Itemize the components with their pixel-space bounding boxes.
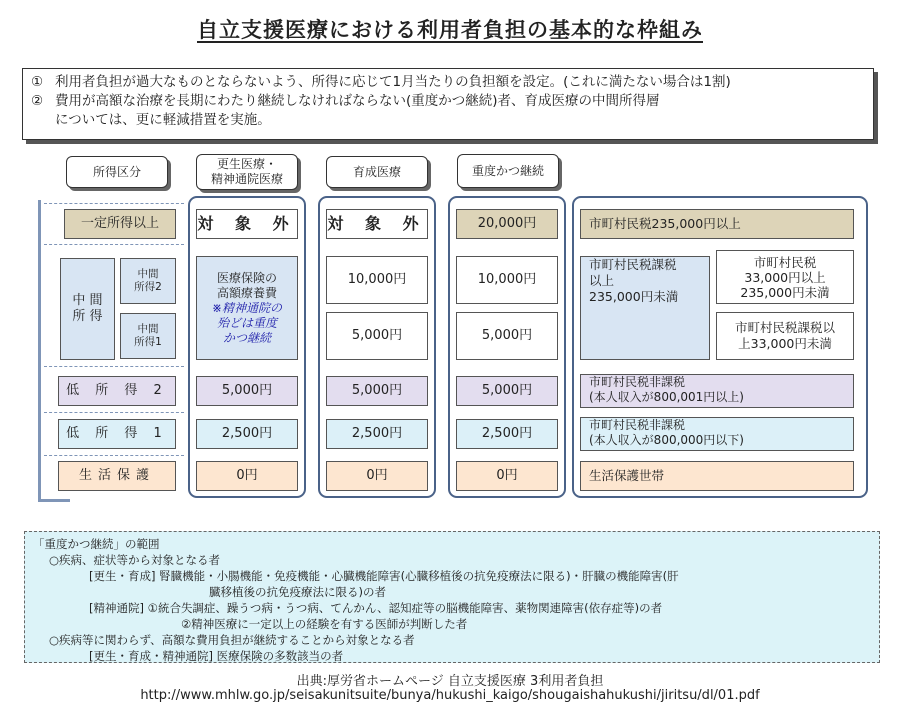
row-label-ittei: 一定所得以上 <box>64 209 176 239</box>
source-url[interactable]: http://www.mhlw.go.jp/seisakunitsuite/bunya/hukushi_kaigo/shougaishahukushi/jiritsu/dl/01.pdf <box>140 688 760 703</box>
note-text: 利用者負担が過大なものとならないよう、所得に応じて1月当たりの負担額を設定。(これに満たない場合は1割) <box>55 74 731 90</box>
kousei-chukan-line2: 高額療養費 <box>216 285 277 300</box>
ikusei-chukan2-cell: 10,000円 <box>326 256 428 304</box>
summary-notes <box>22 68 874 140</box>
kousei-ittei-cell: 対 象 外 <box>196 209 298 239</box>
row-label-chukan-line1: 中 間 <box>72 293 103 308</box>
scope-item: [更生・育成] 腎臓機能・小腸機能・免疫機能・心臓機能障害(心臓移植後の抗免疫療法に限る)・肝臓の機能障害(肝 <box>89 569 679 583</box>
note-line-2 <box>31 92 865 111</box>
scope-item: ○疾病、症状等から対象となる者 <box>49 553 221 567</box>
row-label-chukan <box>60 258 115 360</box>
criteria-tei1-line1: 市町村民税非課税 <box>589 418 686 432</box>
criteria-tei1-line2: (本人収入が800,000円以下) <box>589 433 744 447</box>
row-label-tei2: 低 所 得 2 <box>58 376 176 406</box>
note-number <box>31 111 55 130</box>
juudo-chukan2-cell: 10,000円 <box>456 256 558 304</box>
row-divider <box>44 366 184 367</box>
kousei-chukan-note3: かつ継続 <box>222 330 271 345</box>
header-kousei-line2: 精神通院医療 <box>210 172 283 186</box>
criteria-chukan1-cell <box>716 312 854 360</box>
criteria-tei2-line2: (本人収入が800,001円以上) <box>589 390 744 404</box>
criteria-chukan2-line2: 33,000円以上 <box>744 269 826 285</box>
note-text: 費用が高額な治療を長期にわたり継続しなければならない(重度かつ継続)者、育成医療の中間所得層 <box>55 93 660 109</box>
header-juudo: 重度かつ継続 <box>457 154 559 188</box>
criteria-tei2-line1: 市町村民税非課税 <box>589 375 686 389</box>
juudo-seikatsu-cell: 0円 <box>456 461 558 491</box>
header-kousei <box>196 154 298 190</box>
row-divider <box>44 203 184 204</box>
juudo-tei2-cell: 5,000円 <box>456 376 558 406</box>
juudo-ittei-cell: 20,000円 <box>456 209 558 239</box>
source-credit: 出典:厚労省ホームページ 自立支援医療 3利用者負担 <box>296 674 604 689</box>
ikusei-seikatsu-cell: 0円 <box>326 461 428 491</box>
scope-item: 臓移植後の抗免疫療法に限る)の者 <box>209 585 386 599</box>
kousei-tei1-cell: 2,500円 <box>196 419 298 449</box>
juudo-tei1-cell: 2,500円 <box>456 419 558 449</box>
page-title: 自立支援医療における利用者負担の基本的な枠組み <box>197 18 703 42</box>
juudo-chukan1-cell: 5,000円 <box>456 312 558 360</box>
scope-item: [精神通院] ①統合失調症、躁うつ病・うつ病、てんかん、認知症等の脳機能障害、薬物関連障害(依存症等)の者 <box>89 601 663 615</box>
kousei-chukan-line1: 医療保険の <box>216 270 277 285</box>
kousei-chukan-note1: ※精神通院の <box>211 300 283 315</box>
criteria-ittei-cell: 市町村民税235,000円以上 <box>580 209 854 239</box>
scope-heading: 「重度かつ継続」の範囲 <box>33 537 160 551</box>
ikusei-ittei-cell: 対 象 外 <box>326 209 428 239</box>
scope-item: ○疾病等に関わらず、高額な費用負担が継続することから対象となる者 <box>49 633 415 647</box>
note-line-1 <box>31 73 865 92</box>
criteria-chukan2-line3: 235,000円未満 <box>740 284 830 300</box>
ikusei-chukan1-cell: 5,000円 <box>326 312 428 360</box>
criteria-chukan2-cell <box>716 250 854 304</box>
criteria-chukan1-line2: 上33,000円未満 <box>738 336 832 351</box>
note-number: ② <box>31 93 44 109</box>
row-label-chukan2: 中間 所得2 <box>120 258 176 304</box>
note-text: については、更に軽減措置を実施。 <box>55 112 271 128</box>
criteria-chukan-cell <box>580 256 710 360</box>
kousei-seikatsu-cell: 0円 <box>196 461 298 491</box>
note-number: ① <box>31 74 44 90</box>
criteria-chukan-line3: 235,000円未満 <box>589 289 679 304</box>
criteria-chukan-line2: 以上 <box>589 273 615 288</box>
scope-item: ②精神医療に一定以上の経験を有する医師が判断した者 <box>181 617 468 631</box>
criteria-tei1-cell <box>580 417 854 451</box>
row-divider <box>44 412 184 413</box>
note-line-3 <box>31 111 865 130</box>
ikusei-tei2-cell: 5,000円 <box>326 376 428 406</box>
row-divider <box>44 244 184 245</box>
row-label-chukan1: 中間 所得1 <box>120 313 176 359</box>
kousei-tei2-cell: 5,000円 <box>196 376 298 406</box>
row-label-seikatsu: 生活保護 <box>58 461 176 491</box>
row-divider <box>44 455 184 456</box>
ikusei-tei1-cell: 2,500円 <box>326 419 428 449</box>
header-kousei-line1: 更生医療・ <box>216 157 277 171</box>
juudo-scope-box <box>24 531 880 663</box>
row-label-tei1: 低 所 得 1 <box>58 419 176 449</box>
criteria-seikatsu-cell: 生活保護世帯 <box>580 461 854 491</box>
criteria-chukan-line1: 市町村民税課税 <box>589 257 677 272</box>
kousei-chukan-cell <box>196 256 298 360</box>
criteria-chukan1-line1: 市町村民税課税以 <box>734 320 835 335</box>
row-label-chukan-line2: 所 得 <box>72 309 103 324</box>
kousei-chukan-note2: 殆どは重度 <box>216 315 277 330</box>
header-income-class: 所得区分 <box>66 156 168 188</box>
header-ikusei: 育成医療 <box>326 156 428 188</box>
criteria-tei2-cell <box>580 374 854 408</box>
scope-item: [更生・育成・精神通院] 医療保険の多数該当の者 <box>89 649 344 663</box>
criteria-chukan2-line1: 市町村民税 <box>753 254 817 270</box>
